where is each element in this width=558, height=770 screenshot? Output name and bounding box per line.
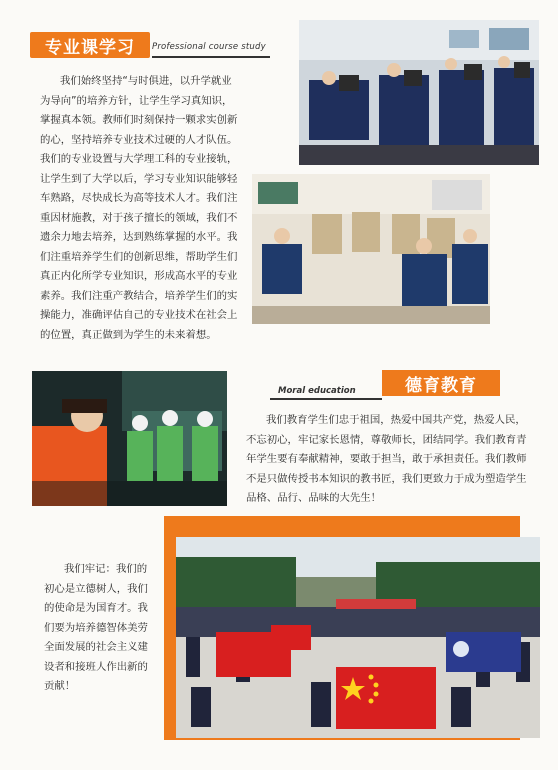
flag-ceremony-photo xyxy=(176,537,540,738)
professional-paragraph xyxy=(40,72,258,345)
text-line: 年学生要有奉献精神，要敢于担当，敢于承担责任。我们教师 xyxy=(246,453,527,465)
text-line: 遗余力地去培养，达到熟练掌握的水平。我 xyxy=(40,231,238,243)
subtitle-underline xyxy=(152,56,270,58)
text-line: 的位置，真正做到为学生的未来着想。 xyxy=(40,328,217,341)
text-line: 为导向”的培养方针，让学生学习真知识， xyxy=(40,94,233,107)
text-line: 操能力，准确评估自己的专业技术在社会上 xyxy=(40,309,238,321)
text-line: 不是只做传授书本知识的教书匠，我们更致力于成为塑造学生 xyxy=(246,472,527,485)
section-title-moral: 德育教育 xyxy=(382,370,500,396)
text-line: 设者和接班人作出新的 xyxy=(44,660,148,673)
text-line: 们注重培养学生们的创新思维，帮助学生们 xyxy=(40,250,238,263)
text-line: 掌握真本领。教师们时刻保持一颗求实创新 xyxy=(40,114,238,126)
text-line: 们要为培养德智体美劳 xyxy=(44,621,148,634)
text-line: 重因材施教，对于孩子擅长的领域，我们不 xyxy=(40,211,238,224)
subtitle-underline xyxy=(270,398,382,400)
section-subtitle-professional: Professional course study xyxy=(152,42,266,52)
text-line: 贡献！ xyxy=(44,680,76,692)
text-line: 我们教育学生们忠于祖国，热爱中国共产党，热爱人民， xyxy=(266,414,526,426)
section-title-professional: 专业课学习 xyxy=(30,32,150,58)
text-line: 的使命是为国育才。我 xyxy=(44,602,148,614)
text-line: 我们牢记：我们的 xyxy=(64,563,148,575)
text-line: 真正内化所学专业知识，形成高水平的专业 xyxy=(40,270,238,282)
text-line: 素养。我们注重产教结合，培养学生们的实 xyxy=(40,289,238,302)
text-line: 品格、品行、品味的大先生！ xyxy=(246,492,382,504)
computer-lab-photo xyxy=(299,20,539,165)
text-line: 我们始终坚持“与时俱进，以升学就业 xyxy=(60,75,232,87)
moral-paragraph xyxy=(246,411,532,509)
museum-visit-photo xyxy=(32,371,227,506)
section-subtitle-moral: Moral education xyxy=(278,386,356,396)
text-line: 不忘初心，牢记家长恩情，尊敬师长，团结同学。我们教育青 xyxy=(246,433,527,446)
text-line: 初心是立德树人，我们 xyxy=(44,582,148,595)
text-line: 全面发展的社会主义建 xyxy=(44,641,148,653)
art-class-photo xyxy=(252,174,490,324)
closing-paragraph xyxy=(44,560,152,697)
text-line: 让学生到了大学以后，学习专业知识能够轻 xyxy=(40,172,238,185)
text-line: 车熟路，尽快成长为高等技术人才。我们注 xyxy=(40,192,238,204)
text-line: 的心，坚持培养专业技术过硬的人才队伍。 xyxy=(40,133,238,146)
text-line: 我们的专业设置与大学理工科的专业接轨， xyxy=(40,153,238,165)
